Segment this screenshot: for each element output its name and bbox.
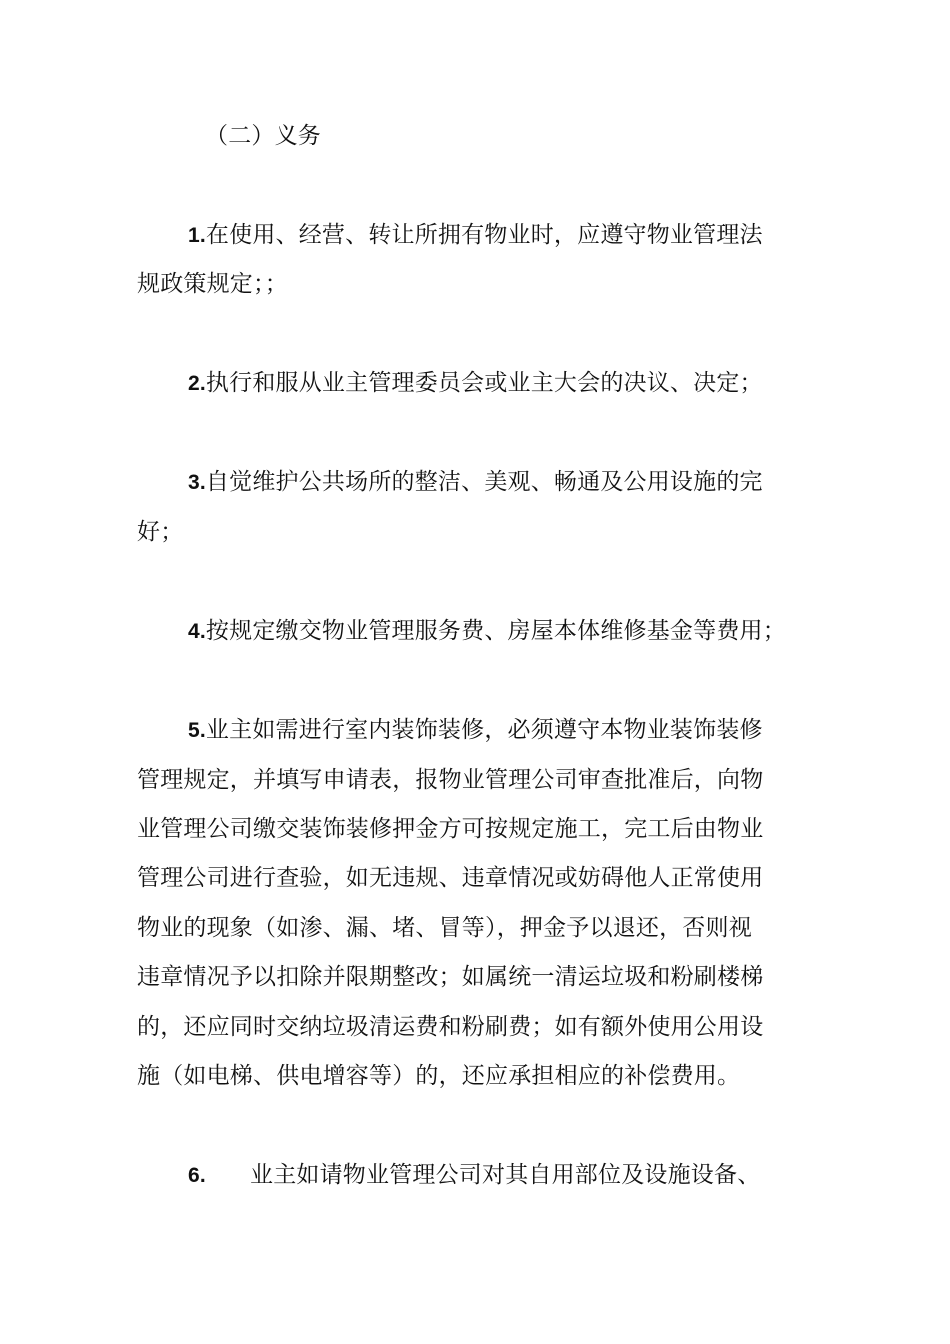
item-5-text-1: 业主如需进行室内装饰装修，必须遵守本物业装饰装修 — [205, 717, 763, 743]
item-3-number: 3. — [188, 471, 206, 494]
item-2-text-1: 执行和服从业主管理委员会或业主大会的决议、决定； — [205, 370, 763, 396]
item-5-line-1 — [188, 715, 763, 746]
item-6-text-1: 业主如请物业管理公司对其自用部位及设施设备、 — [250, 1162, 761, 1188]
item-3-line-1 — [188, 467, 763, 498]
item-5-line-4: 管理公司进行查验，如无违规、违章情况或妨碍他人正常使用 — [137, 865, 764, 891]
item-5-line-6: 违章情况予以扣除并限期整改；如属统一清运垃圾和粉刷楼梯 — [137, 964, 764, 990]
item-5-line-5: 物业的现象（如渗、漏、堵、冒等），押金予以退还，否则视 — [137, 915, 752, 941]
item-5-number: 5. — [188, 719, 206, 742]
item-5-line-2: 管理规定，并填写申请表，报物业管理公司审查批准后，向物 — [137, 767, 764, 793]
item-5-line-3: 业管理公司缴交装饰装修押金方可按规定施工，完工后由物业 — [137, 816, 764, 842]
item-1-line-2: 规政策规定；； — [137, 271, 288, 297]
item-1-number: 1. — [188, 224, 206, 247]
item-6-line-1 — [188, 1160, 760, 1191]
section-heading: （二）义务 — [205, 123, 321, 149]
item-5-line-7: 的，还应同时交纳垃圾清运费和粉刷费；如有额外使用公用设 — [137, 1014, 764, 1040]
item-1-line-1 — [188, 220, 763, 251]
item-2-number: 2. — [188, 372, 206, 395]
item-1-text-1: 在使用、经营、转让所拥有物业时，应遵守物业管理法 — [205, 222, 763, 248]
item-3-line-2: 好； — [137, 519, 184, 545]
item-4-text-1: 按规定缴交物业管理服务费、房屋本体维修基金等费用； — [205, 618, 786, 644]
item-3-text-1: 自觉维护公共场所的整洁、美观、畅通及公用设施的完 — [205, 469, 763, 495]
item-6-number: 6. — [188, 1164, 206, 1187]
item-4-line-1 — [188, 616, 786, 647]
item-5-line-8: 施（如电梯、供电增容等）的，还应承担相应的补偿费用。 — [137, 1063, 741, 1089]
item-2-line-1 — [188, 368, 763, 399]
item-4-number: 4. — [188, 620, 206, 643]
